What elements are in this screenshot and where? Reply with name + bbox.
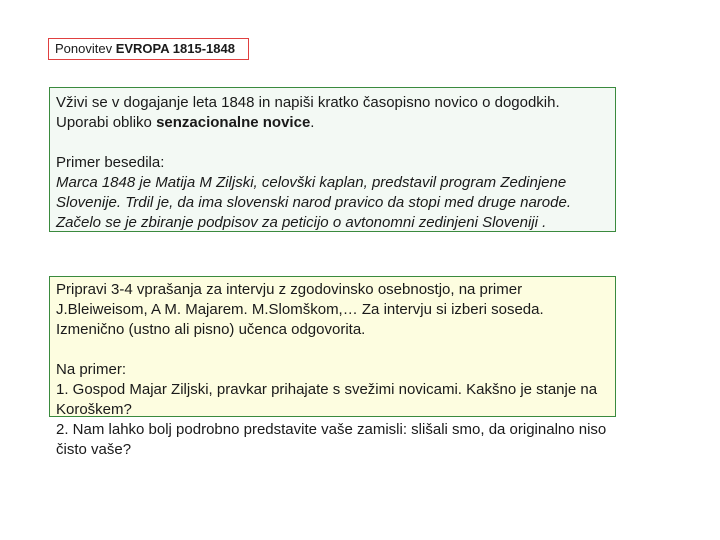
title-bold: EVROPA 1815-1848 bbox=[115, 41, 235, 56]
interview-instruction: Pripravi 3-4 vprašanja za intervju z zgodovinsko osebnostjo, na primer J.Bleiweisom, A M. Majarem. M.Slomškom,… Za intervju si izberi soseda. Izmenično (ustno ali pisno) učenca odgovorita. bbox=[56, 281, 544, 338]
interview-task-box bbox=[49, 276, 616, 458]
task-form-bold: senzacionalne novice bbox=[156, 114, 311, 131]
task-form-prefix: Uporabi obliko bbox=[56, 114, 157, 131]
newspaper-task-box bbox=[49, 87, 616, 232]
task-form-line bbox=[56, 113, 609, 133]
interview-question-1: 1. Gospod Majar Ziljski, pravkar prihajate s svežimi novicami. Kakšno je stanje na Koroškem? bbox=[56, 381, 598, 418]
interview-example-label: Na primer: bbox=[56, 361, 127, 378]
interview-question-2: 2. Nam lahko bolj podrobno predstavite vaše zamisli: slišali smo, da originalno niso čisto vaše? bbox=[56, 421, 607, 458]
title-prefix: Ponovitev bbox=[55, 41, 116, 56]
spacer bbox=[56, 133, 609, 153]
task-form-suffix: . bbox=[310, 114, 315, 131]
example-label: Primer besedila: bbox=[56, 154, 165, 171]
slide-title bbox=[48, 38, 249, 60]
example-text: Marca 1848 je Matija M Ziljski, celovški kaplan, predstavil program Zedinjene Slovenije. Trdil je, da ima slovenski narod pravico da stopi med druge narode. Začelo se je zbiranje podpisov za peticijo o avtonomni zedinjeni Sloveniji . bbox=[56, 174, 571, 231]
spacer bbox=[56, 340, 609, 360]
task-instruction: Vživi se v dogajanje leta 1848 in napiši kratko časopisno novico o dogodkih. bbox=[56, 94, 560, 111]
